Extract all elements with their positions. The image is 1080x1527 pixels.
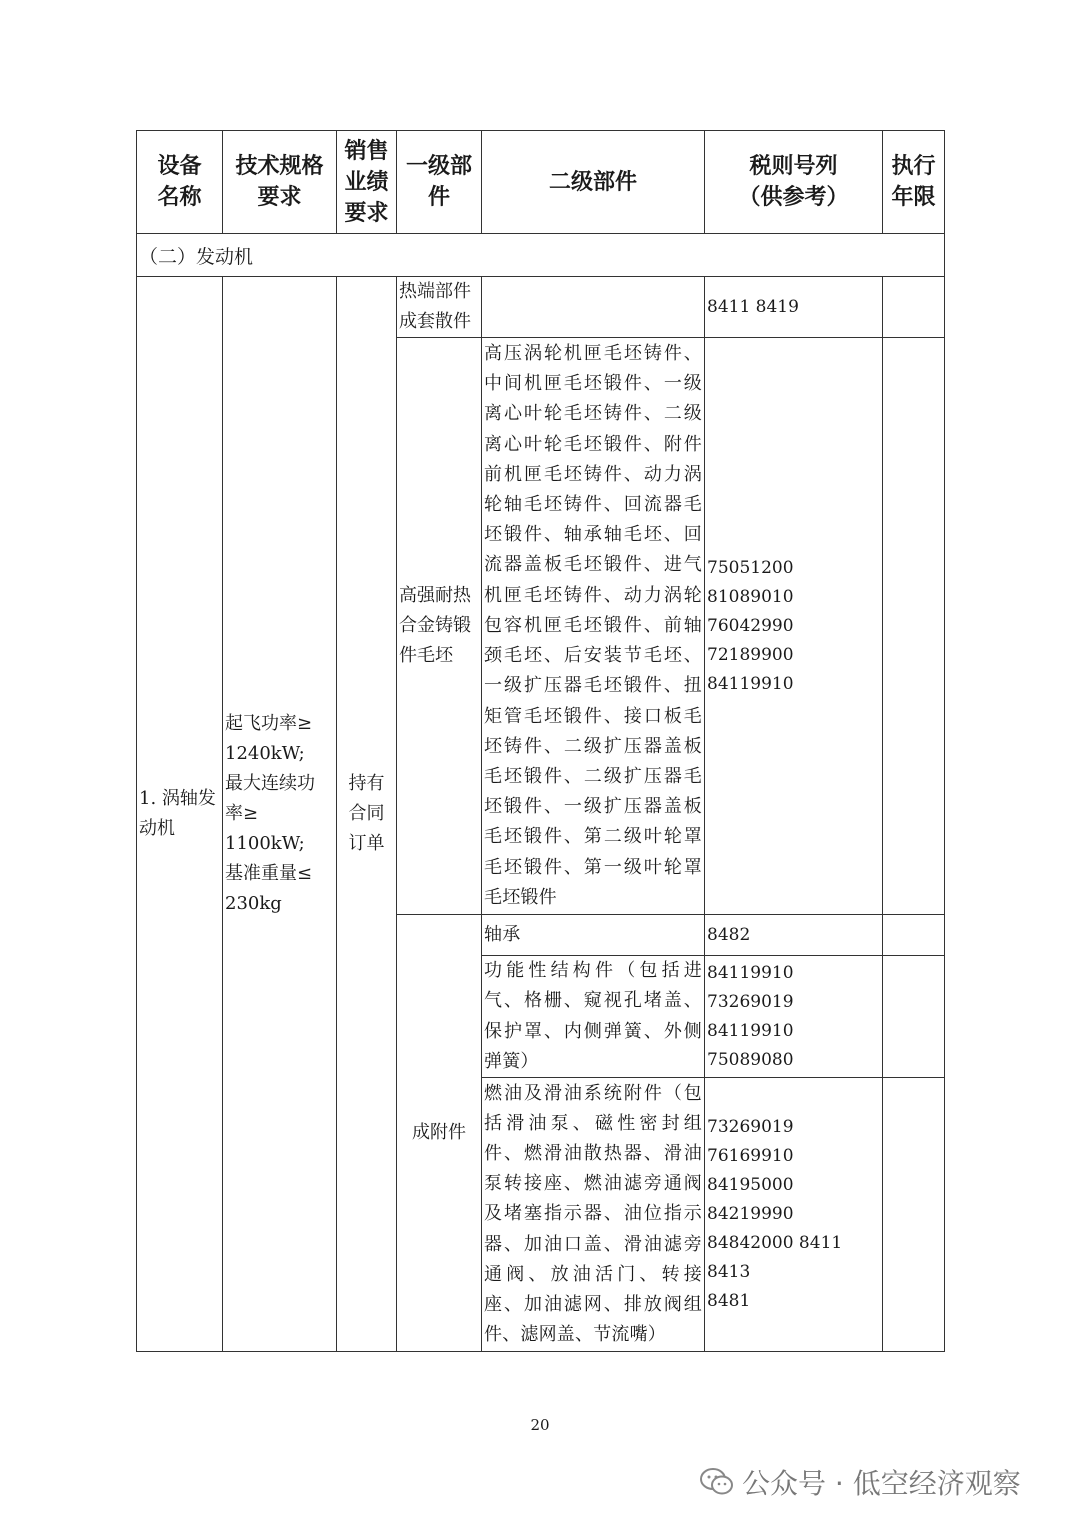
- header-level1-part: 一级部 件: [397, 131, 482, 234]
- watermark-text: 公众号 · 低空经济观察: [742, 1467, 1021, 1500]
- header-row: [137, 131, 945, 234]
- tariff-cell: 84119910 73269019 84119910 75089080: [705, 956, 883, 1078]
- equipment-spec-table: [136, 130, 945, 1352]
- level2-cell: [482, 277, 705, 338]
- level2-cell: 轴承: [482, 915, 705, 956]
- tariff-cell: 8411 8419: [705, 277, 883, 338]
- tariff-cell: 75051200 81089010 76042990 72189900 84119910: [705, 338, 883, 915]
- section-title: （二）发动机: [137, 234, 945, 277]
- level1-cell: 高强耐热 合金铸锻 件毛坯: [397, 338, 482, 915]
- header-device-name: 设备 名称: [137, 131, 223, 234]
- page-number: 20: [530, 1416, 550, 1434]
- sales-requirement-cell: 持有 合同 订单: [337, 277, 397, 1352]
- table-row: [137, 277, 945, 338]
- header-level2-part: 二级部件: [482, 131, 705, 234]
- header-sales-requirement: 销售 业绩 要求: [337, 131, 397, 234]
- level1-cell: 成附件: [397, 915, 482, 1352]
- period-cell: [883, 956, 945, 1078]
- tariff-cell: 73269019 76169910 84195000 84219990 84842000 8411 8413 8481: [705, 1078, 883, 1352]
- header-period: 执行 年限: [883, 131, 945, 234]
- period-cell: [883, 915, 945, 956]
- device-name-cell: 1. 涡轴发 动机: [137, 277, 223, 1352]
- period-cell: [883, 277, 945, 338]
- tech-spec-cell: 起飞功率≥ 1240kW; 最大连续功 率≥ 1100kW; 基准重量≤ 230kg: [223, 277, 337, 1352]
- level2-cell: 高压涡轮机匣毛坯铸件、中间机匣毛坯锻件、一级离心叶轮毛坯铸件、二级离心叶轮毛坯锻件、附件前机匣毛坯铸件、动力涡轮轴毛坯铸件、回流器毛坯锻件、轴承轴毛坯、回流器盖板毛坯锻件、进气机匣毛坯铸件、动力涡轮包容机匣毛坯锻件、前轴颈毛坯、后安装节毛坯、一级扩压器毛坯锻件、扭矩管毛坯锻件、接口板毛坯铸件、二级扩压器盖板毛坯锻件、二级扩压器毛坯锻件、一级扩压器盖板毛坯锻件、第二级叶轮罩毛坯锻件、第一级叶轮罩毛坯锻件: [482, 338, 705, 915]
- wechat-icon: [700, 1467, 734, 1497]
- header-tech-spec: 技术规格 要求: [223, 131, 337, 234]
- level2-cell: 功能性结构件（包括进气、格栅、窥视孔堵盖、保护罩、内侧弹簧、外侧弹簧）: [482, 956, 705, 1078]
- watermark: [700, 1462, 1021, 1502]
- tariff-cell: 8482: [705, 915, 883, 956]
- section-row: [137, 234, 945, 277]
- level1-cell: 热端部件 成套散件: [397, 277, 482, 338]
- period-cell: [883, 1078, 945, 1352]
- level2-cell: 燃油及滑油系统附件（包括滑油泵、磁性密封组件、燃滑油散热器、滑油泵转接座、燃油滤旁通阀及堵塞指示器、油位指示器、加油口盖、滑油滤旁通阀、放油活门、转接座、加油滤网、排放阀组件、滤网盖、节流嘴）: [482, 1078, 705, 1352]
- period-cell: [883, 338, 945, 915]
- header-tariff-code: 税则号列 （供参考）: [705, 131, 883, 234]
